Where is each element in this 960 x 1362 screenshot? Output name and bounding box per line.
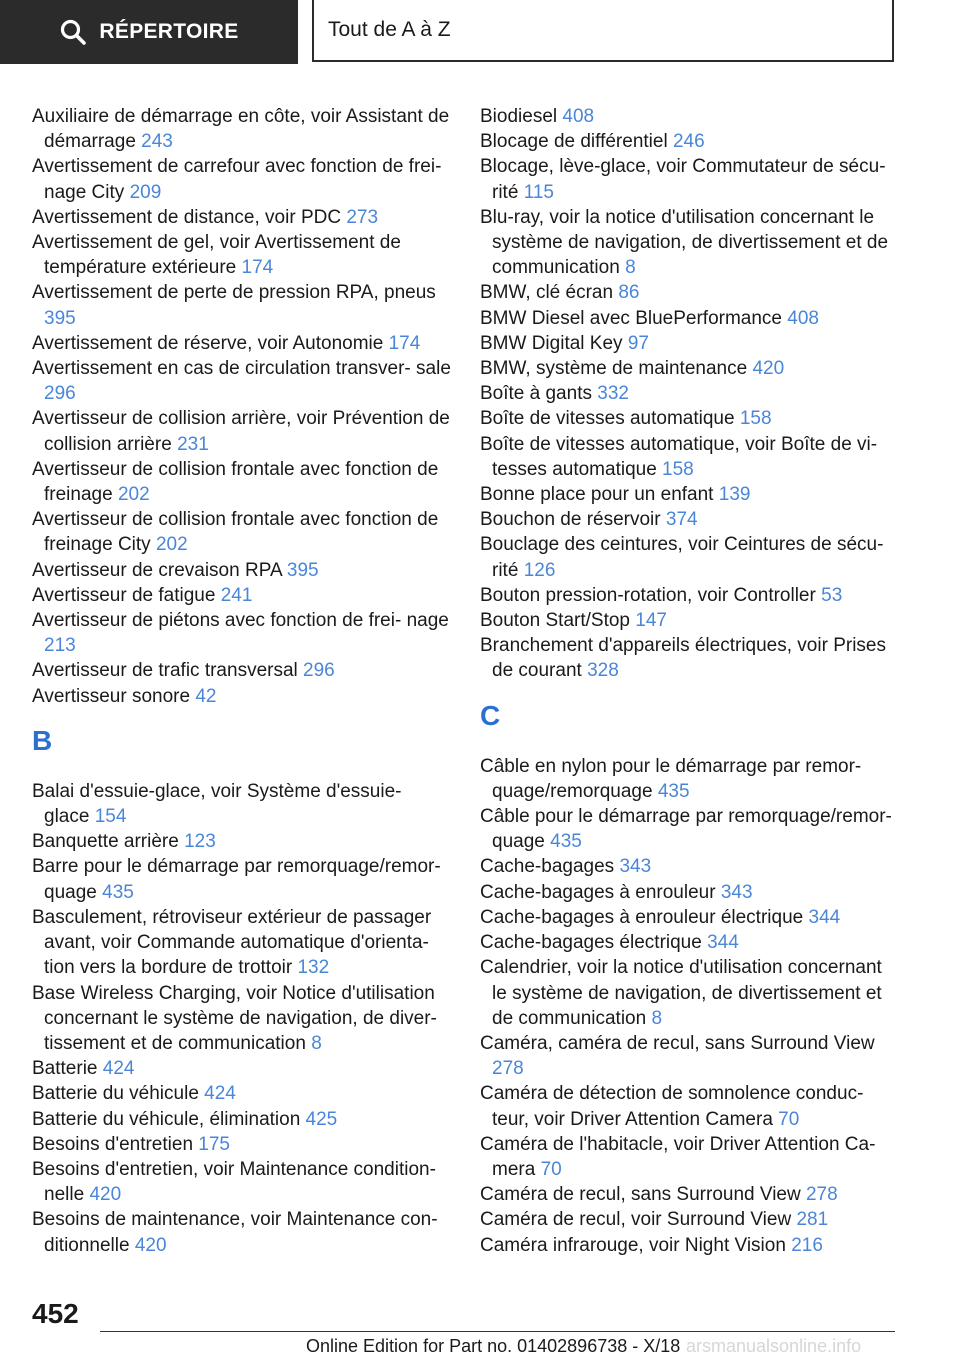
index-entry	[32, 905, 452, 981]
index-entry	[480, 205, 900, 281]
index-entry	[32, 154, 452, 204]
index-entry-text: Caméra de recul, sans Surround View	[480, 1184, 801, 1206]
index-entry-text: Cache-bagages	[480, 856, 615, 878]
index-entry-text: Bouton pression-rotation, voir Controller	[480, 584, 816, 606]
index-entry-text: Avertisseur de collision frontale avec fonction de freinage	[32, 458, 439, 506]
index-entry	[480, 1182, 900, 1207]
index-entry	[480, 532, 900, 582]
index-entry-text: Avertissement en cas de circulation transver‐ sale	[32, 358, 451, 380]
page-link[interactable]: 278	[492, 1058, 524, 1080]
index-entry	[32, 205, 452, 230]
index-entry-text: Bouchon de réservoir	[480, 509, 661, 531]
tab-tout-de-a-a-z[interactable]	[312, 0, 894, 62]
index-entry-text: Câble en nylon pour le démarrage par remor‐ quage/remorquage	[480, 755, 862, 802]
page-link[interactable]: 424	[204, 1083, 236, 1105]
page-link[interactable]: 425	[305, 1108, 338, 1130]
page-link[interactable]: 278	[805, 1184, 838, 1206]
index-entry	[32, 658, 452, 683]
page-link[interactable]: 231	[177, 433, 209, 455]
page-link[interactable]: 374	[665, 509, 698, 531]
index-entry-text: Calendrier, voir la notice d'utilisation concernant le système de navigation, de divertissement et de communication	[480, 957, 882, 1029]
a-entries-list	[32, 104, 452, 709]
index-entry-text: Avertissement de perte de pression RPA, pneus	[32, 282, 436, 304]
index-entry	[32, 356, 452, 406]
index-entry-text: Besoins d'entretien, voir Maintenance condition‐ nelle	[32, 1158, 436, 1206]
page-link[interactable]: 174	[241, 257, 274, 279]
index-entry	[480, 1081, 900, 1131]
page-link[interactable]: 296	[303, 660, 335, 682]
index-entry-text: Avertisseur de crevaison RPA	[32, 559, 282, 581]
index-entry-text: Batterie du véhicule	[32, 1083, 199, 1105]
index-entry	[480, 905, 900, 930]
index-entry	[480, 854, 900, 879]
page-link[interactable]: 132	[297, 957, 330, 979]
index-entry-text: BMW Digital Key	[480, 332, 623, 354]
index-entry-text: Avertisseur de collision arrière, voir Prévention de collision arrière	[32, 408, 450, 455]
index-entry-text: Boîte de vitesses automatique, voir Boîte de vi‐ tesses automatique	[480, 433, 878, 480]
index-entry	[480, 381, 900, 406]
index-entry	[32, 1107, 452, 1132]
page-link[interactable]: 273	[346, 206, 379, 228]
index-entry-text: Basculement, rétroviseur extérieur de passager avant, voir Commande automatique d'orienta‐ tion vers la bordure de trottoir	[32, 906, 432, 979]
index-entry	[480, 1132, 900, 1182]
index-entry	[480, 754, 900, 804]
index-entry-text: Branchement d'appareils électriques, voir Prises de courant	[480, 635, 886, 682]
index-entry	[480, 930, 900, 955]
b-entries-list	[32, 779, 452, 1258]
page-link[interactable]: 332	[597, 383, 629, 405]
page-link[interactable]: 70	[778, 1108, 800, 1130]
index-entry-text: BMW, système de maintenance	[480, 358, 748, 380]
index-entry-text: Batterie	[32, 1058, 98, 1080]
index-entry	[480, 1031, 900, 1081]
page-link[interactable]: 435	[657, 780, 690, 802]
index-entry-text: Avertissement de réserve, voir Autonomie	[32, 332, 384, 354]
index-entry	[480, 507, 900, 532]
index-entry	[32, 1157, 452, 1207]
index-entry	[480, 955, 900, 1031]
index-entry	[480, 104, 900, 129]
index-entry	[32, 558, 452, 583]
index-entry-text: Base Wireless Charging, voir Notice d'utilisation concernant le système de navigation, de diver‐ tissement et de communication	[32, 982, 437, 1054]
index-entry	[32, 1132, 452, 1157]
page-link[interactable]: 420	[752, 358, 785, 380]
page-link[interactable]: 158	[739, 408, 772, 430]
index-entry	[32, 829, 452, 854]
index-entry-text: Câble pour le démarrage par remorquage/remor‐ quage	[480, 806, 892, 853]
index-entry	[480, 306, 900, 331]
index-entry	[480, 1207, 900, 1232]
index-entry-text: Bouclage des ceintures, voir Ceintures de sécu‐ rité	[480, 534, 884, 581]
page-link[interactable]: 70	[540, 1158, 562, 1180]
page-link[interactable]: 213	[44, 635, 76, 657]
page-link[interactable]: 424	[102, 1058, 135, 1080]
page-number: 452	[32, 1298, 79, 1329]
page-link[interactable]: 175	[198, 1133, 230, 1155]
index-entry-text: BMW, clé écran	[480, 282, 614, 304]
index-entry	[32, 583, 452, 608]
index-entry-text: Avertisseur de fatigue	[32, 584, 216, 606]
index-entry	[32, 981, 452, 1057]
page-link[interactable]: 343	[619, 856, 652, 878]
repertoire-label: RÉPERTOIRE	[99, 20, 239, 43]
index-entry-text: Bonne place pour un enfant	[480, 484, 714, 506]
index-entry	[480, 280, 900, 305]
index-entry-text: Caméra de l'habitacle, voir Driver Attention Ca‐ mera	[480, 1133, 876, 1180]
index-entry	[480, 608, 900, 633]
index-entry	[32, 507, 452, 557]
page-link[interactable]: 296	[44, 383, 76, 405]
page-link[interactable]: 115	[523, 181, 554, 203]
letter-heading-b: B	[32, 724, 53, 756]
index-column-right	[480, 104, 900, 1258]
page-link[interactable]: 420	[134, 1234, 167, 1256]
index-entry	[480, 406, 900, 431]
page-link[interactable]: 53	[821, 584, 843, 606]
index-entry	[480, 804, 900, 854]
index-entry	[480, 432, 900, 482]
page-link[interactable]: 8	[625, 257, 636, 279]
index-entry-text: Boîte de vitesses automatique	[480, 408, 735, 430]
index-entry	[480, 633, 900, 683]
index-entry	[32, 608, 452, 658]
index-entry	[32, 331, 452, 356]
index-entry	[480, 356, 900, 381]
index-entry	[480, 154, 900, 204]
page-link[interactable]: 246	[672, 131, 705, 153]
index-entry	[32, 1207, 452, 1257]
index-entry-text: Cache-bagages électrique	[480, 932, 702, 954]
page-link[interactable]: 8	[311, 1032, 322, 1054]
index-entry-text: Banquette arrière	[32, 831, 179, 853]
page-link[interactable]: 97	[627, 332, 649, 354]
watermark-text: arsmanualsonline.info	[686, 1336, 862, 1356]
index-entry-text: Bouton Start/Stop	[480, 610, 630, 632]
page-link[interactable]: 344	[808, 906, 841, 928]
index-entry	[32, 684, 452, 709]
page-link[interactable]: 408	[562, 106, 595, 127]
index-entry-text: Avertisseur de piétons avec fonction de frei‐ nage	[32, 610, 449, 632]
index-entry-text: Caméra de recul, voir Surround View	[480, 1209, 792, 1231]
page-link[interactable]: 174	[388, 332, 421, 354]
page-link[interactable]: 328	[587, 660, 619, 682]
index-entry	[32, 406, 452, 456]
page-link[interactable]: 147	[635, 610, 667, 632]
page-link[interactable]: 344	[707, 932, 739, 954]
index-entry-text: Avertissement de distance, voir PDC	[32, 206, 342, 228]
page-link[interactable]: 241	[220, 584, 253, 606]
index-entry-text: Biodiesel	[480, 106, 558, 127]
page-link[interactable]: 154	[94, 806, 127, 828]
index-entry-text: Cache-bagages à enrouleur	[480, 881, 716, 903]
index-entry-text: Besoins d'entretien	[32, 1133, 194, 1155]
index-entry	[32, 457, 452, 507]
page-link[interactable]: 395	[44, 307, 76, 329]
index-entry	[32, 230, 452, 280]
index-entry	[32, 1056, 452, 1081]
index-entry-text: Caméra, caméra de recul, sans Surround View	[480, 1032, 875, 1054]
index-entry-text: Balai d'essuie-glace, voir Système d'essuie- glace	[32, 780, 402, 828]
page-link[interactable]: 202	[155, 534, 188, 556]
index-entry-text: Besoins de maintenance, voir Maintenance con‐ ditionnelle	[32, 1209, 438, 1256]
b-entries-list-continued	[480, 104, 900, 684]
index-entry-text: Avertisseur sonore	[32, 685, 191, 707]
page-link[interactable]: 209	[129, 181, 162, 203]
index-entry	[480, 331, 900, 356]
index-entry-text: Barre pour le démarrage par remorquage/remor‐ quage	[32, 856, 441, 903]
search-icon	[59, 18, 87, 46]
index-entry	[32, 779, 452, 829]
index-entry-text: Avertisseur de trafic transversal	[32, 660, 298, 682]
page-link[interactable]: 420	[89, 1184, 122, 1206]
page-link[interactable]: 123	[184, 831, 216, 853]
index-entry-text: Caméra infrarouge, voir Night Vision	[480, 1234, 786, 1256]
page-link[interactable]: 435	[102, 881, 134, 903]
repertoire-button[interactable]	[0, 0, 298, 64]
top-navigation-bar	[0, 0, 960, 66]
page-link[interactable]: 216	[791, 1234, 823, 1256]
page-link[interactable]: 243	[141, 131, 173, 153]
index-entry	[32, 104, 452, 154]
page-link[interactable]: 395	[286, 559, 319, 581]
index-entry-text: Blocage de différentiel	[480, 131, 668, 153]
page-link[interactable]: 202	[117, 484, 150, 506]
index-column-left	[32, 104, 452, 1258]
index-entry-text: BMW Diesel avec BluePerformance	[480, 307, 782, 329]
index-entry	[32, 280, 452, 330]
index-entry	[480, 1233, 900, 1258]
footer-divider	[100, 1331, 895, 1332]
page-link[interactable]: 86	[618, 282, 640, 304]
page-link[interactable]: 8	[651, 1007, 663, 1029]
page-link[interactable]: 126	[523, 559, 556, 581]
index-entry	[480, 583, 900, 608]
page-link[interactable]: 408	[787, 307, 819, 329]
index-entry-text: Avertissement de carrefour avec fonction de frei‐ nage City	[32, 156, 442, 203]
index-entry-text: Avertissement de gel, voir Avertissement de température extérieure	[32, 232, 401, 279]
index-entry-text: Avertisseur de collision frontale avec fonction de freinage City	[32, 509, 439, 556]
index-entry-text: Caméra de détection de somnolence conduc‐ teur, voir Driver Attention Camera	[480, 1083, 864, 1130]
page-link[interactable]: 42	[195, 685, 217, 707]
index-entry	[480, 129, 900, 154]
page-link[interactable]: 158	[662, 458, 694, 480]
index-entry	[32, 854, 452, 904]
page-link[interactable]: 139	[718, 484, 751, 506]
index-entry-text: Blu-ray, voir la notice d'utilisation concernant le système de navigation, de divertissement et de communication	[480, 206, 889, 279]
index-entry-text: Auxiliaire de démarrage en côte, voir Assistant de démarrage	[32, 106, 450, 153]
index-entry-text: Blocage, lève-glace, voir Commutateur de sécu‐ rité	[480, 156, 886, 203]
page-link[interactable]: 281	[796, 1209, 829, 1231]
letter-heading-c: C	[480, 699, 501, 731]
page-link[interactable]: 343	[720, 881, 753, 903]
index-entry-text: Cache-bagages à enrouleur électrique	[480, 906, 804, 928]
index-entry	[32, 1081, 452, 1106]
index-entry	[480, 880, 900, 905]
index-entry-text: Batterie du véhicule, élimination	[32, 1108, 301, 1130]
tab-label: Tout de A à Z	[328, 18, 451, 41]
c-entries-list	[480, 754, 900, 1258]
index-entry-text: Boîte à gants	[480, 383, 592, 405]
footer-edition-text: Online Edition for Part no. 01402896738 - X/18	[306, 1336, 681, 1356]
index-entry	[480, 482, 900, 507]
page-link[interactable]: 435	[550, 831, 582, 853]
